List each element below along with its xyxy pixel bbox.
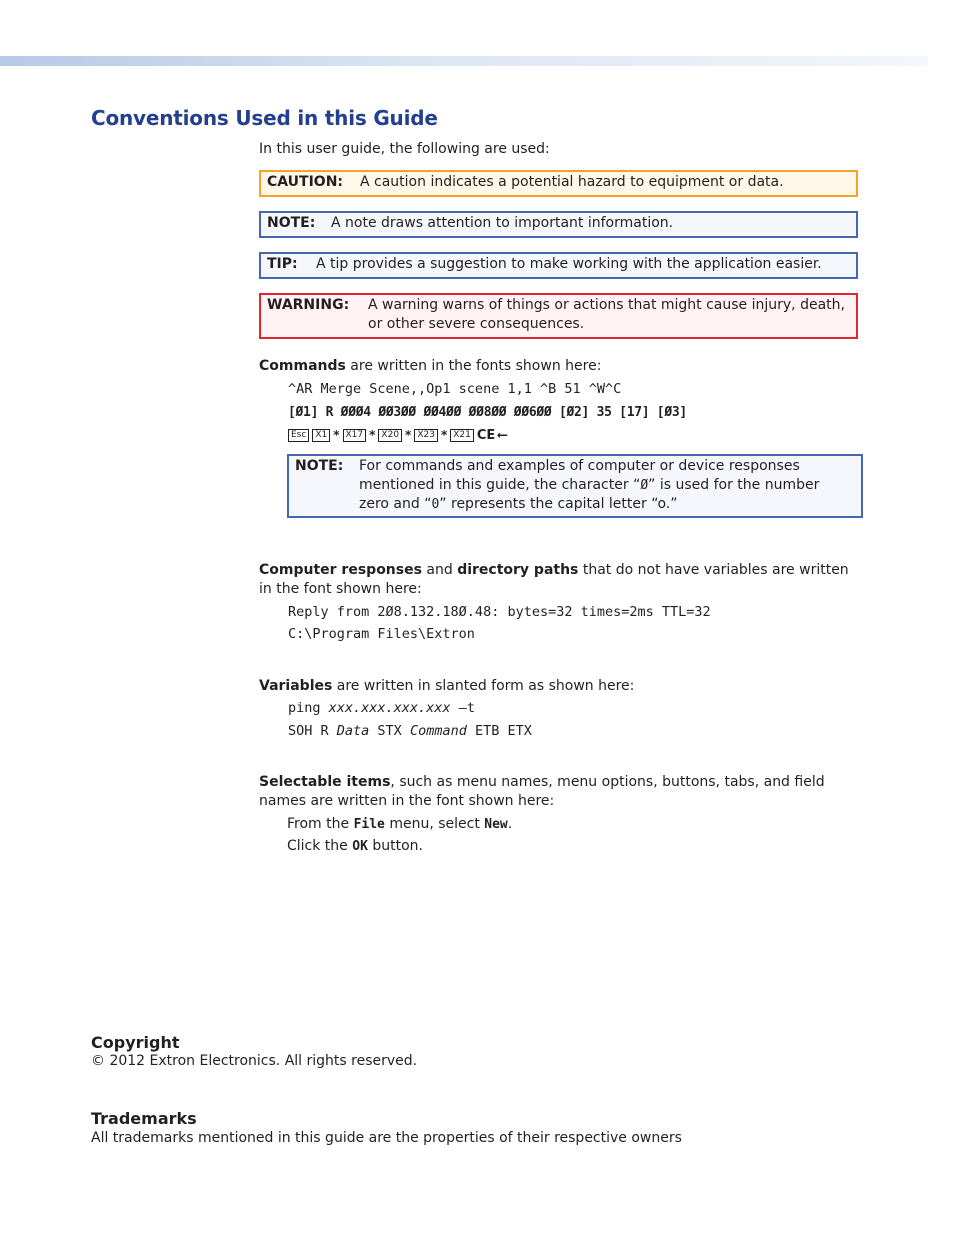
selectable-item: File (353, 817, 385, 832)
star-symbol: * (333, 428, 340, 442)
key-x21: X21 (450, 429, 474, 442)
text-part: From the (287, 816, 354, 832)
code-part: —t (450, 700, 475, 716)
code-part: ETB ETX (466, 723, 532, 739)
copyright-text: © 2012 Extron Electronics. All rights reserved. (91, 1053, 418, 1069)
caution-text: A caution indicates a potential hazard to equipment or data. (360, 174, 784, 190)
key-x17: X17 (343, 429, 367, 442)
note-text-part: For commands and examples of computer or device responses mentioned in this guide, the character “ (359, 458, 800, 493)
copyright-heading: Copyright (91, 1033, 180, 1052)
note-text-part: ” is used for the number zero and “ (359, 477, 820, 512)
trademarks-text: All trademarks mentioned in this guide are the properties of their respective owners (91, 1130, 682, 1146)
note-box (259, 211, 858, 238)
trademarks-heading: Trademarks (91, 1109, 197, 1128)
variable-text: Command (409, 723, 467, 739)
command-example-3 (288, 426, 507, 445)
code-part: SOH R (288, 723, 337, 739)
star-symbol: * (440, 428, 448, 442)
key-x20: X20 (378, 429, 402, 442)
note-text: A note draws attention to important information. (331, 215, 674, 231)
variable-example-1 (288, 699, 475, 718)
text-part: Click the (287, 838, 353, 854)
warning-box (259, 293, 858, 339)
variables-rest: are written in slanted form as shown here: (332, 678, 635, 694)
commands-note-label: NOTE: (295, 458, 344, 474)
warning-label: WARNING: (267, 297, 350, 313)
code-part: STX (369, 723, 410, 739)
tip-text: A tip provides a suggestion to make working with the application easier. (316, 256, 822, 272)
responses-bold-2: directory paths (457, 562, 579, 578)
variable-text: Data (336, 723, 370, 739)
responses-mid: and (421, 562, 458, 578)
warning-text: A warning warns of things or actions that might cause injury, death, or other severe consequences. (368, 297, 845, 332)
responses-rest: that do not have variables are written in the font shown here: (259, 562, 849, 597)
note-text-part: .” (665, 496, 678, 512)
page-title: Conventions Used in this Guide (91, 106, 438, 130)
caution-label: CAUTION: (267, 174, 344, 190)
key-esc: Esc (288, 429, 309, 442)
selectable-item: New (484, 817, 508, 832)
variable-example-2 (288, 722, 532, 741)
commands-note-text (359, 457, 853, 514)
tip-label: TIP: (267, 256, 298, 272)
responses-intro (259, 561, 863, 599)
text-part: button. (367, 838, 423, 854)
intro-text: In this user guide, the following are used: (259, 141, 550, 157)
commands-bold: Commands (259, 358, 346, 374)
selectable-example-1 (287, 815, 512, 834)
response-example-2: C:\Program Files\Extron (288, 626, 475, 642)
variable-text: xxx.xxx.xxx.xxx (328, 700, 451, 716)
variables-bold: Variables (259, 678, 333, 694)
selectable-intro (259, 773, 863, 811)
commands-note-box (287, 454, 863, 518)
variables-intro (259, 677, 863, 696)
selectable-rest: , such as menu names, menu options, buttons, tabs, and field names are written in the font shown here: (259, 774, 825, 809)
key-x1: X1 (312, 429, 330, 442)
command-example-2: [Ø1] R ØØØ4 ØØ3ØØ ØØ4ØØ ØØ8ØØ ØØ6ØØ [Ø2] 35 [17] [Ø3] (288, 405, 687, 420)
ce-text: CE (476, 428, 496, 443)
selectable-bold: Selectable items (259, 774, 391, 790)
o-glyph: 0 (431, 497, 440, 512)
code-part: ping (288, 700, 329, 716)
response-example-1: Reply from 2Ø8.132.18Ø.48: bytes=32 times=2ms TTL=32 (288, 604, 711, 620)
zero-glyph: Ø (640, 478, 649, 493)
selectable-item: OK (352, 839, 368, 854)
text-part: menu, select (384, 816, 485, 832)
star-symbol: * (369, 428, 376, 442)
return-arrow-icon: ⟵ (498, 427, 507, 443)
responses-bold-1: Computer responses (259, 562, 422, 578)
star-symbol: * (405, 428, 412, 442)
text-part: . (507, 816, 513, 832)
commands-intro (259, 357, 863, 376)
caution-box (259, 170, 858, 197)
selectable-example-2 (287, 837, 423, 856)
header-gradient-bar (0, 56, 928, 66)
cap-o-glyph: o (657, 496, 666, 512)
command-example-1: ^AR Merge Scene,,Op1 scene 1,1 ^B 51 ^W^C (288, 381, 622, 397)
note-text-part: ” represents the capital letter “ (439, 496, 658, 512)
note-label: NOTE: (267, 215, 316, 231)
tip-box (259, 252, 858, 279)
commands-rest: are written in the fonts shown here: (345, 358, 602, 374)
key-x23: X23 (414, 429, 438, 442)
